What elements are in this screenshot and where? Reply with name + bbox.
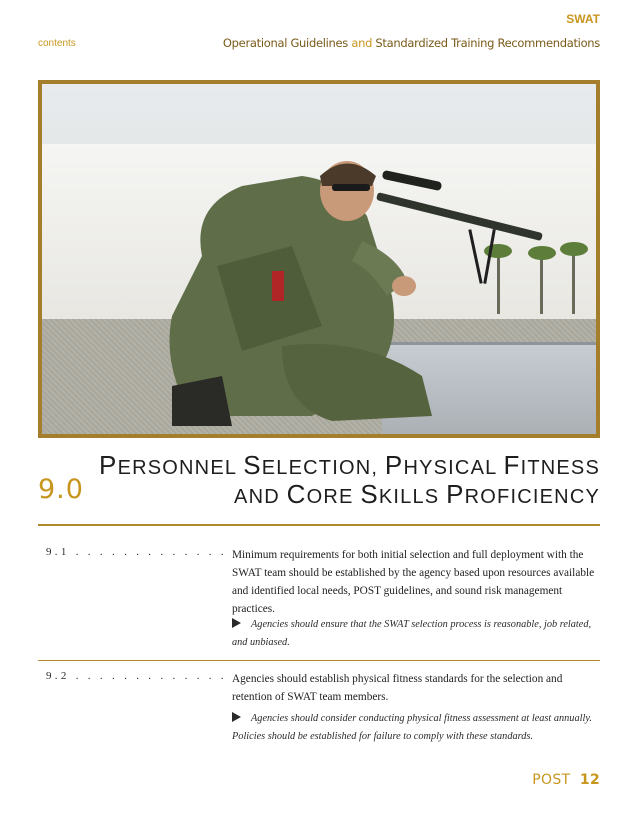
- item-note-text: Agencies should ensure that the SWAT selection process is reasonable, job related, and unbiased.: [232, 619, 592, 648]
- page-number: 12: [579, 772, 600, 788]
- header-subtitle: [223, 36, 600, 50]
- contents-link[interactable]: contents: [38, 38, 76, 49]
- title-cap: S: [243, 450, 262, 480]
- palm-trunk: [497, 254, 500, 314]
- subtitle-part2: Standardized Training Recommendations: [372, 36, 600, 50]
- title-cap: P: [99, 450, 118, 480]
- item-number: 9.2 . . . . . . . . . . . . .: [46, 670, 227, 682]
- sniper-photo: [42, 84, 596, 434]
- item-note: [232, 710, 602, 746]
- page-footer: [532, 772, 600, 788]
- item-text: Agencies should establish physical fitness standards for the selection and retention of SWAT team members.: [232, 673, 563, 703]
- title-cap: S: [360, 479, 379, 509]
- title-word: ORE: [306, 486, 361, 508]
- item-note-text: Agencies should consider conducting physical fitness assessment at least annually. Policies should be established for failure to comply with these standards.: [232, 713, 592, 742]
- title-cap: C: [286, 479, 307, 509]
- title-word: KILLS: [378, 486, 447, 508]
- title-word: ELECTION,: [261, 457, 385, 479]
- item-text: Minimum requirements for both initial selection and full deployment with the SWAT team should be established by the agency based upon resources available and identified local needs, POST guidelines, and sound risk management practices.: [232, 549, 595, 615]
- item-number: 9.1 . . . . . . . . . . . . .: [46, 546, 227, 558]
- section-rule: [38, 524, 600, 526]
- palm-frond: [560, 242, 588, 256]
- triangle-bullet-icon: [232, 712, 241, 722]
- photo-frame: [38, 80, 600, 438]
- subtitle-part1: Operational Guidelines: [222, 36, 352, 50]
- section-number: 9.0: [38, 474, 84, 505]
- title-cap: P: [384, 450, 404, 480]
- title-word: ITNESS: [520, 457, 600, 479]
- title-word: ROFICIENCY: [464, 486, 600, 508]
- header-brand: SWAT: [566, 12, 600, 26]
- palm-trunk: [572, 254, 575, 314]
- title-word: AND: [234, 486, 287, 508]
- title-line-2: [99, 481, 600, 510]
- title-word: HYSICAL: [403, 457, 504, 479]
- section-title: [99, 452, 600, 510]
- title-cap: P: [446, 479, 465, 509]
- item-separator: [38, 660, 600, 661]
- subtitle-and: and: [351, 36, 373, 50]
- soldier-figure: [132, 146, 442, 426]
- footer-label: POST: [532, 772, 571, 788]
- palm-trunk: [540, 254, 543, 314]
- title-cap: F: [503, 450, 521, 480]
- palm-frond: [528, 246, 556, 260]
- triangle-bullet-icon: [232, 618, 241, 628]
- title-line-1: [99, 452, 600, 481]
- title-word: ERSONNEL: [117, 457, 244, 479]
- item-note: [232, 616, 602, 652]
